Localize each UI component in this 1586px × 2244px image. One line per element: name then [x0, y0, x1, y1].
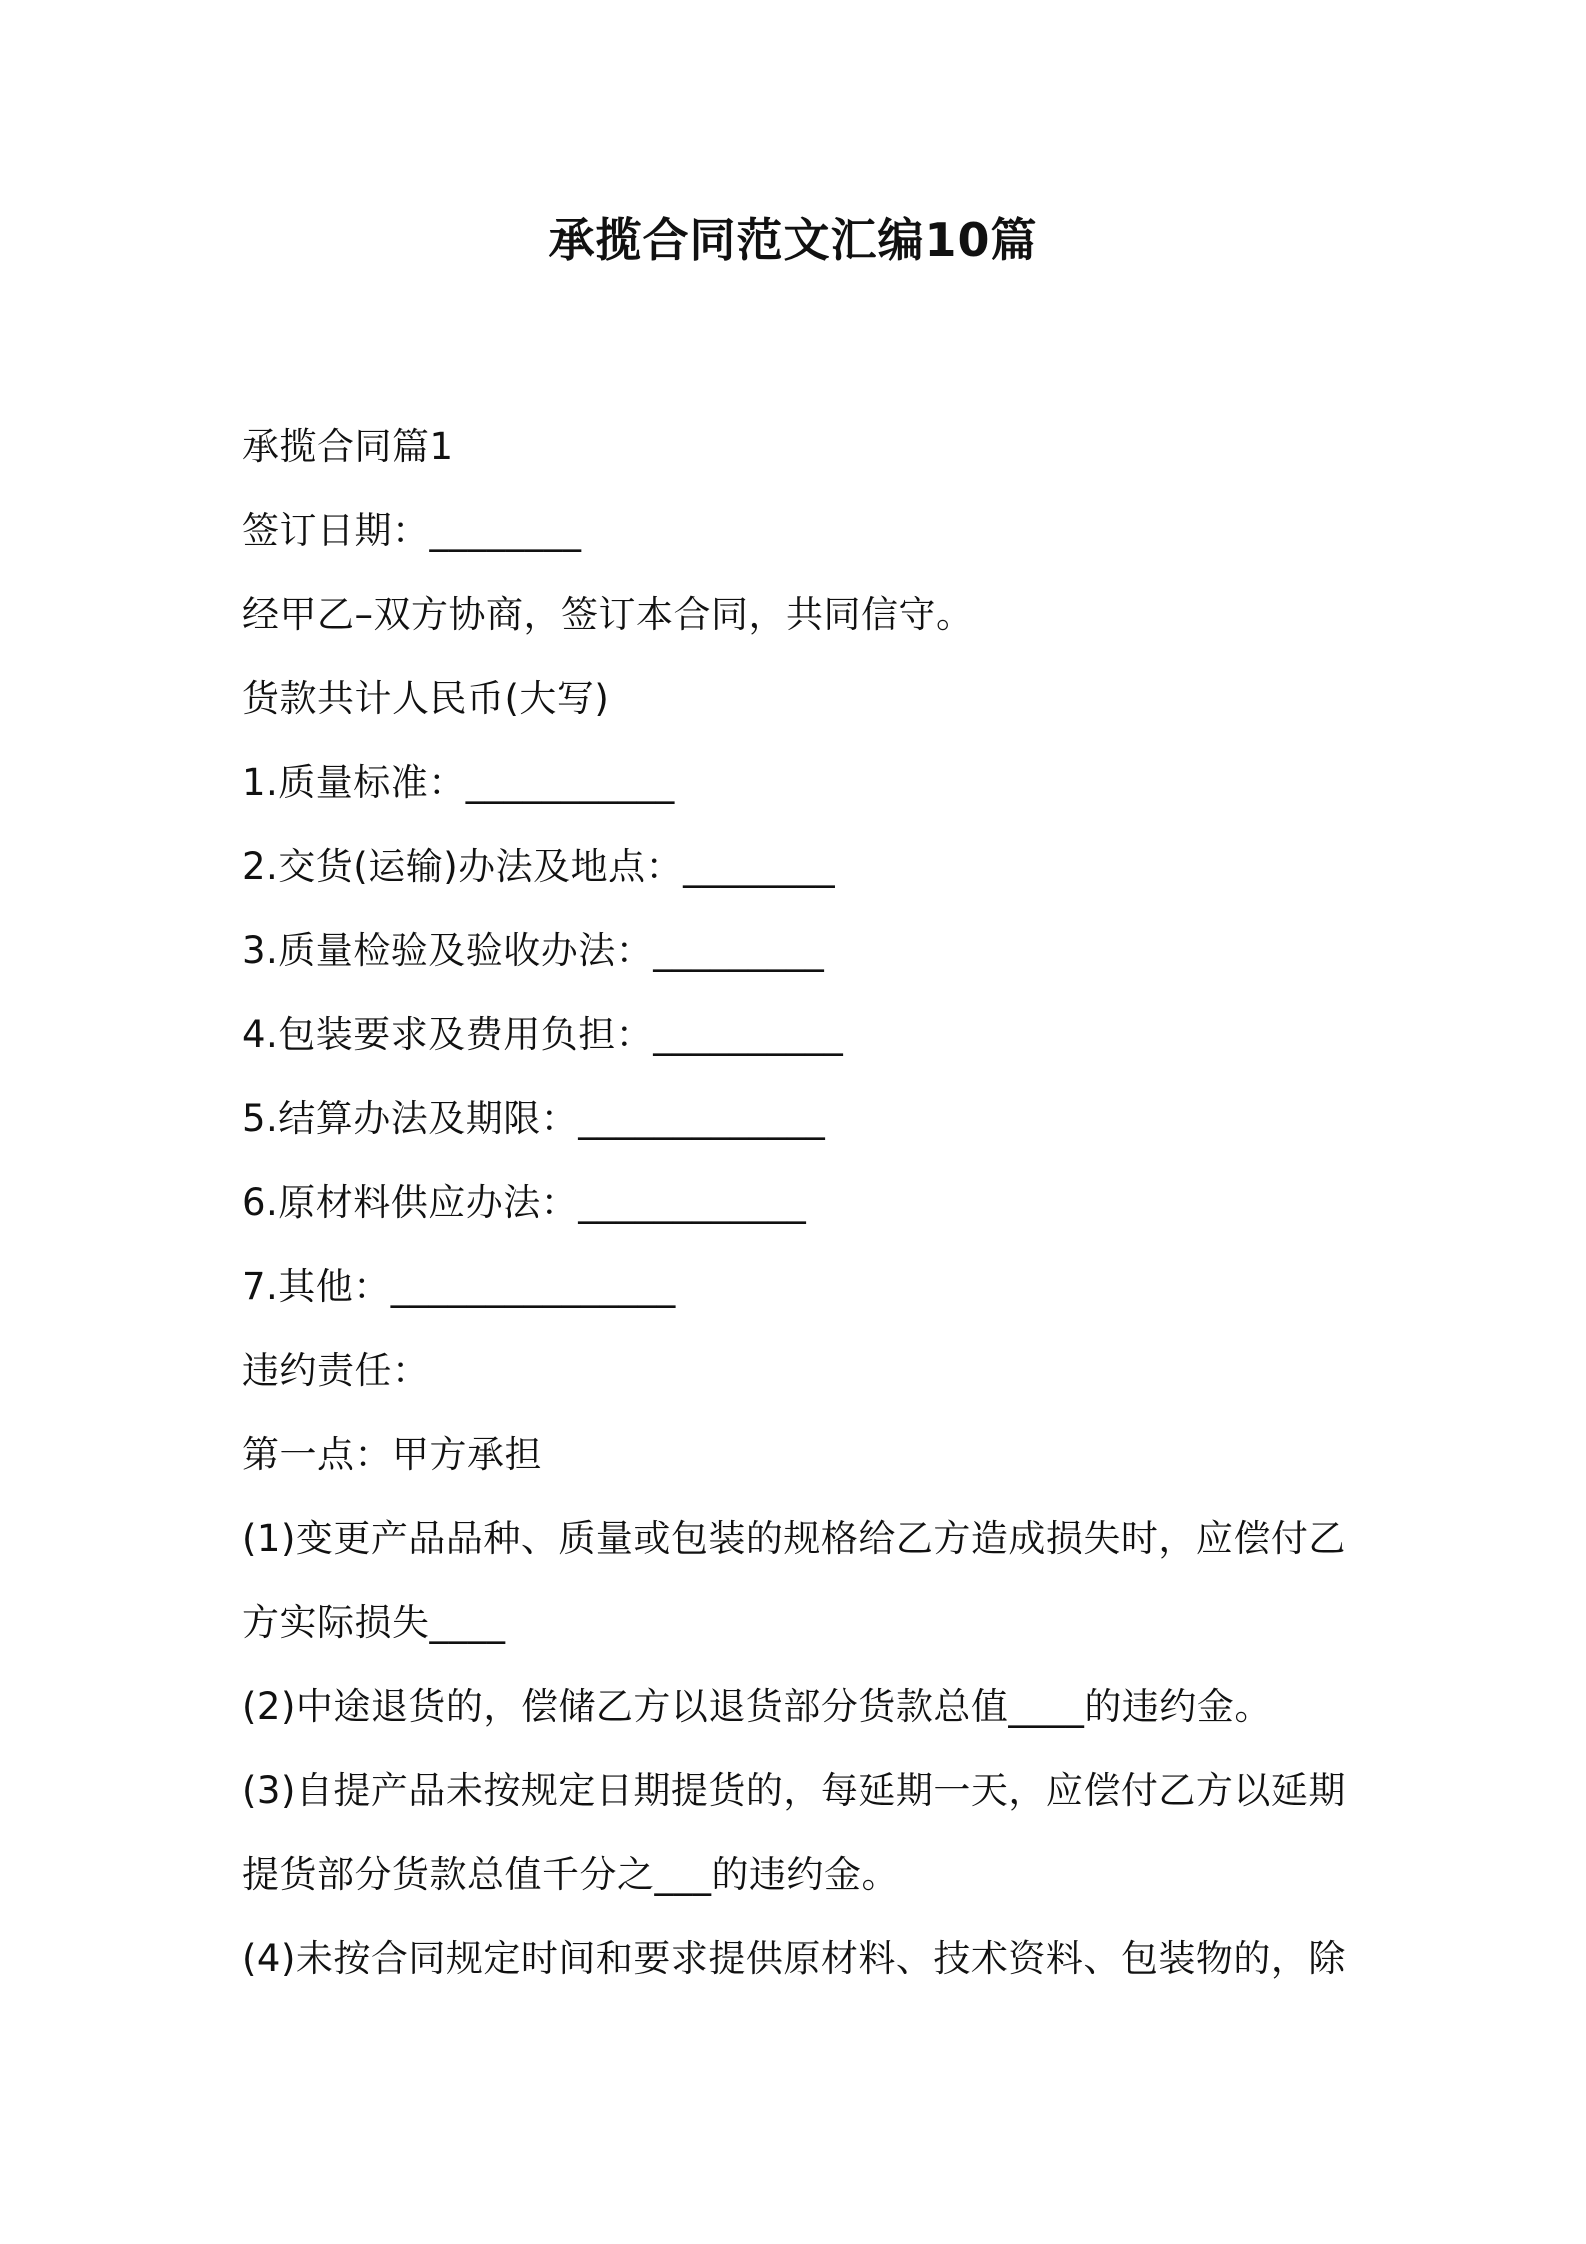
breach-item-1: (1)变更产品品种、质量或包装的规格给乙方造成损失时，应偿付乙方实际损失____: [242, 1517, 1346, 1644]
clause-packaging: 4.包装要求及费用负担：__________: [242, 1013, 844, 1056]
section-heading: 承揽合同篇1: [242, 425, 454, 468]
clause-other: 7.其他：_______________: [242, 1265, 676, 1308]
breach-item-2: (2)中途退货的，偿储乙方以退货部分货款总值____的违约金。: [242, 1685, 1272, 1728]
clause-delivery: 2.交货(运输)办法及地点：________: [242, 845, 836, 888]
agreement-line: 经甲乙–双方协商，签订本合同，共同信守。: [242, 593, 974, 636]
breach-item-4: (4)未按合同规定时间和要求提供原材料、技术资料、包装物的，除: [242, 1937, 1346, 1980]
sign-date-line: 签订日期：________: [242, 509, 582, 552]
clause-inspection: 3.质量检验及验收办法：_________: [242, 929, 825, 972]
party-a-heading: 第一点：甲方承担: [242, 1433, 542, 1476]
payment-total-line: 货款共计人民币(大写): [242, 677, 610, 720]
breach-item-3: (3)自提产品未按规定日期提货的，每延期一天，应偿付乙方以延期提货部分货款总值千分之___的违约金。: [242, 1769, 1346, 1896]
clause-quality-standard: 1.质量标准：___________: [242, 761, 675, 804]
breach-heading: 违约责任：: [242, 1349, 430, 1392]
clause-settlement: 5.结算办法及期限：_____________: [242, 1097, 826, 1140]
document-body: [242, 405, 1362, 2001]
document-title: 承揽合同范文汇编10篇: [548, 213, 1038, 267]
clause-materials: 6.原材料供应办法：____________: [242, 1181, 807, 1224]
